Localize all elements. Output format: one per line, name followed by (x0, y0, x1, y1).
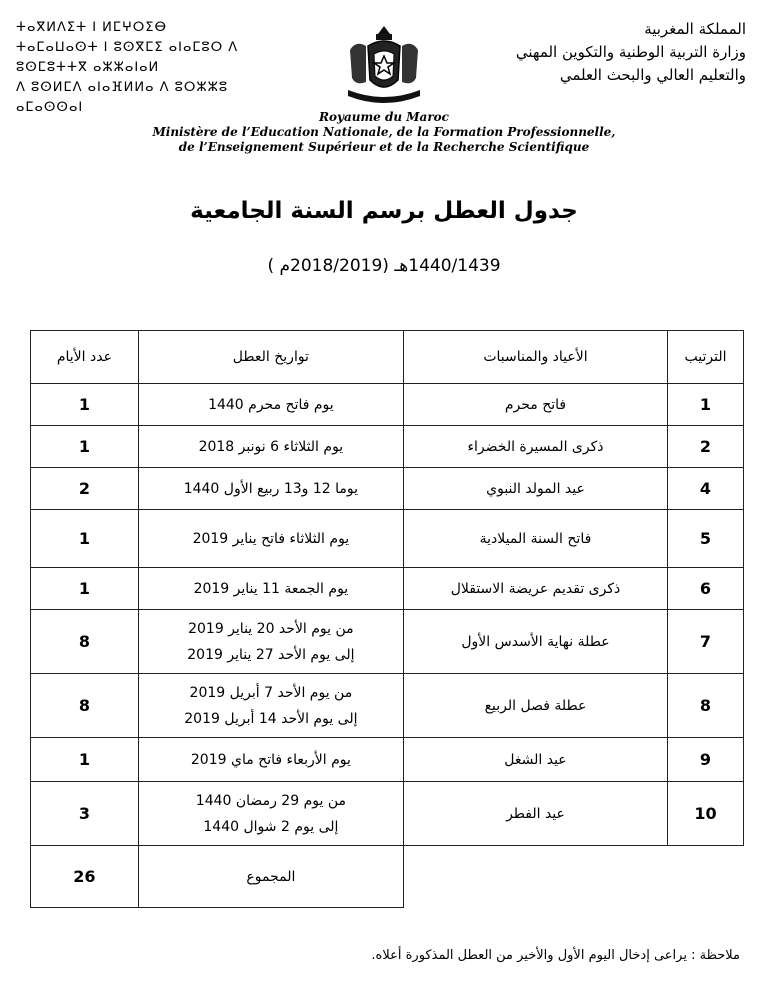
rank-cell: 7 (667, 610, 743, 674)
dates-cell (138, 384, 403, 426)
header-days: عدد الأيام (31, 331, 139, 384)
occasion-cell: عيد الفطر (403, 782, 667, 846)
arabic-line-3: والتعليم العالي والبحث العلمي (559, 66, 746, 84)
rank-cell: 1 (667, 384, 743, 426)
tifinagh-line-2: ⵜⴰⵎⴰⵡⴰⵙⵜ ⵏ ⵓⵙⴳⵎⵉ ⴰⵏⴰⵎⵓⵔ ⴷ ⵓⵙⵎⵓⵜⵜⴳ ⴰⵣⵣⴰⵏⴰⵍ (16, 40, 239, 75)
occasion-cell: عيد المولد النبوي (403, 468, 667, 510)
rank-cell: 5 (667, 510, 743, 568)
dates-cell (138, 610, 403, 674)
days-cell: 2 (31, 468, 139, 510)
dates-cell (138, 782, 403, 846)
days-cell: 3 (31, 782, 139, 846)
days-cell: 8 (31, 674, 139, 738)
tifinagh-line-3: ⴷ ⵓⵙⵍⵎⴷ ⴰⵏⴰⴼⵍⵍⴰ ⴷ ⵓⵔⵣⵣⵓ ⴰⵎⴰⵙⵙⴰⵏ (16, 80, 229, 115)
occasion-cell: عطلة فصل الربيع (403, 674, 667, 738)
occasion-cell: فاتح السنة الميلادية (403, 510, 667, 568)
total-row (31, 846, 744, 908)
date-line: من يوم الأحد 20 يناير 2019 (188, 620, 354, 637)
date-line: إلى يوم 2 شوال 1440 (203, 818, 339, 835)
arabic-line-1: المملكة المغربية (644, 20, 746, 38)
rank-cell: 8 (667, 674, 743, 738)
table-row (31, 568, 744, 610)
header-dates: تواريخ العطل (138, 331, 403, 384)
date-line: إلى يوم الأحد 27 يناير 2019 (187, 646, 355, 663)
tifinagh-header (16, 18, 246, 118)
days-cell: 8 (31, 610, 139, 674)
days-cell: 1 (31, 384, 139, 426)
table-row (31, 426, 744, 468)
days-cell: 1 (31, 426, 139, 468)
table-row (31, 674, 744, 738)
date-line: يوم فاتح محرم 1440 (208, 396, 334, 413)
holidays-table (30, 330, 744, 908)
arabic-header (486, 18, 746, 87)
rank-cell: 10 (667, 782, 743, 846)
header-occasion: الأعياد والمناسبات (403, 331, 667, 384)
days-cell: 1 (31, 510, 139, 568)
empty-cell (403, 846, 667, 908)
dates-cell (138, 510, 403, 568)
total-value: 26 (31, 846, 139, 908)
table-row (31, 610, 744, 674)
date-line: يوم الأربعاء فاتح ماي 2019 (190, 751, 351, 768)
french-line-3: de l’Enseignement Supérieur et de la Recherche Scientifique (178, 140, 590, 154)
arabic-line-2: وزارة التربية الوطنية والتكوين المهني (515, 43, 746, 61)
date-line: من يوم الأحد 7 أبريل 2019 (189, 684, 353, 701)
occasion-cell: فاتح محرم (403, 384, 667, 426)
dates-cell (138, 674, 403, 738)
days-cell: 1 (31, 568, 139, 610)
table-row (31, 384, 744, 426)
rank-cell: 6 (667, 568, 743, 610)
occasion-cell: عطلة نهاية الأسدس الأول (403, 610, 667, 674)
french-line-2: Ministère de l’Education Nationale, de la Formation Professionnelle, (152, 125, 616, 139)
dates-cell (138, 738, 403, 782)
french-line-1: Royaume du Maroc (319, 110, 449, 124)
date-line: يوم الثلاثاء فاتح يناير 2019 (192, 530, 350, 547)
empty-cell (667, 846, 743, 908)
french-header (120, 110, 648, 155)
header-rank: الترتيب (667, 331, 743, 384)
rank-cell: 4 (667, 468, 743, 510)
royal-emblem-icon (340, 20, 428, 108)
date-line: يوما 12 و13 ربيع الأول 1440 (183, 480, 359, 497)
total-label: المجموع (138, 846, 403, 908)
dates-cell (138, 468, 403, 510)
date-line: يوم الثلاثاء 6 نونبر 2018 (198, 438, 344, 455)
dates-cell (138, 568, 403, 610)
occasion-cell: ذكرى تقديم عريضة الاستقلال (403, 568, 667, 610)
table-row (31, 510, 744, 568)
rank-cell: 9 (667, 738, 743, 782)
table-header-row (31, 331, 744, 384)
dates-cell (138, 426, 403, 468)
rank-cell: 2 (667, 426, 743, 468)
date-line: من يوم 29 رمضان 1440 (195, 792, 346, 809)
table-row (31, 738, 744, 782)
academic-year: 1440/1439هـ (2018/2019م ) (267, 256, 501, 276)
date-line: إلى يوم الأحد 14 أبريل 2019 (184, 710, 358, 727)
occasion-cell: عيد الشغل (403, 738, 667, 782)
page-title: جدول العطل برسم السنة الجامعية (190, 198, 578, 224)
tifinagh-line-1: ⵜⴰⴳⵍⴷⵉⵜ ⵏ ⵍⵎⵖⵔⵉⴱ (16, 20, 168, 35)
occasion-cell: ذكرى المسيرة الخضراء (403, 426, 667, 468)
table-row (31, 782, 744, 846)
date-line: يوم الجمعة 11 يناير 2019 (193, 580, 349, 597)
table-row (31, 468, 744, 510)
footnote: ملاحظة : يراعى إدخال اليوم الأول والأخير من العطل المذكورة أعلاه. (371, 948, 740, 963)
days-cell: 1 (31, 738, 139, 782)
